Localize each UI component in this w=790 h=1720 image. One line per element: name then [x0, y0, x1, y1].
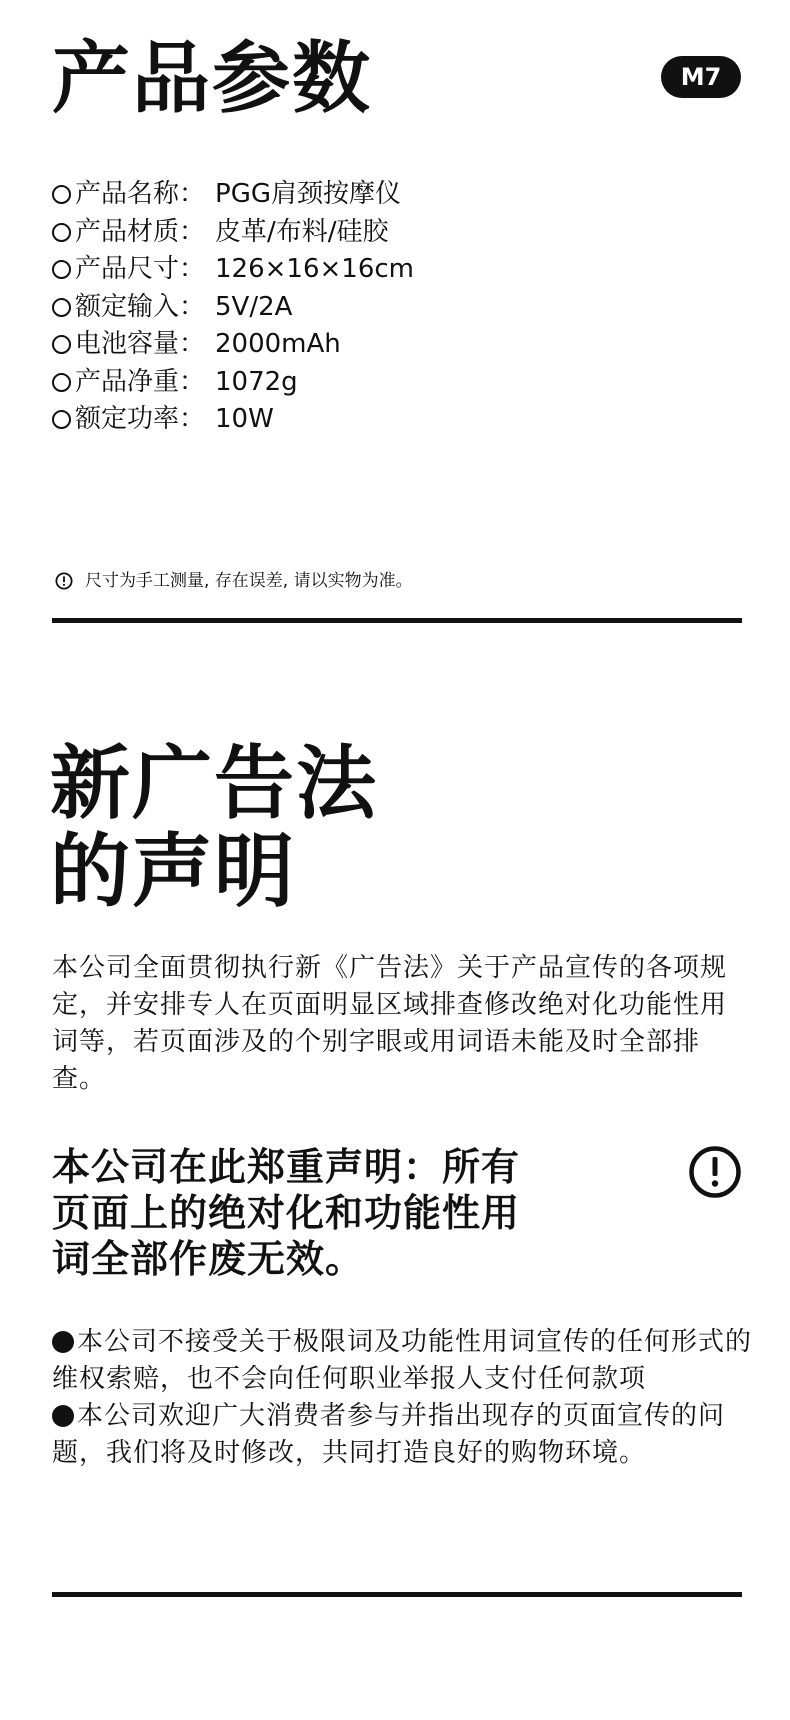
statement-title-line: 的声明	[50, 825, 296, 918]
circle-bullet-icon	[52, 185, 71, 204]
bullet-text: 本公司欢迎广大消费者参与并指出现存的页面宣传的问题，我们将及时修改，共同打造良好的购物环境。	[52, 1401, 726, 1468]
spec-value: 2000mAh	[215, 329, 341, 359]
circle-bullet-icon	[52, 260, 71, 279]
section-divider	[52, 618, 742, 623]
circle-bullet-icon	[52, 335, 71, 354]
statement-title-line: 新广告法	[50, 737, 378, 830]
declaration-line: 词全部作废无效。	[52, 1237, 365, 1281]
spec-list	[52, 176, 414, 439]
circle-bullet-icon	[52, 298, 71, 317]
spec-value: 10W	[215, 404, 274, 434]
params-title: 产品参数	[52, 34, 373, 124]
spec-value: PGG肩颈按摩仪	[215, 179, 401, 209]
note-text: 尺寸为手工测量, 存在误差, 请以实物为准。	[85, 571, 413, 591]
spec-label: 产品净重：	[75, 366, 206, 397]
bullet-text: 本公司不接受关于极限词及功能性用词宣传的任何形式的维权索赔，也不会向任何职业举报人支付任何款项	[52, 1327, 753, 1394]
spec-label: 产品名称：	[75, 179, 206, 209]
spec-item-input	[52, 289, 414, 327]
measurement-note	[55, 569, 413, 593]
circle-bullet-icon	[52, 410, 71, 429]
model-badge: M7	[661, 56, 741, 98]
declaration-line: 本公司在此郑重声明：所有	[52, 1145, 521, 1189]
spec-label: 产品尺寸：	[75, 254, 206, 284]
circle-bullet-icon	[52, 223, 71, 242]
spec-item-size	[52, 251, 414, 289]
bullet-item	[52, 1398, 752, 1472]
exclamation-circle-icon	[688, 1145, 742, 1199]
spec-label: 额定输入：	[75, 291, 206, 322]
spec-label: 电池容量：	[75, 329, 206, 359]
filled-dot-bullet-icon	[52, 1331, 74, 1353]
spec-value: 5V/2A	[215, 291, 293, 322]
circle-bullet-icon	[52, 373, 71, 392]
spec-value: 皮革/布料/硅胶	[215, 216, 389, 247]
bullet-item	[52, 1324, 752, 1398]
spec-item-name	[52, 176, 414, 214]
statement-title	[50, 737, 378, 918]
spec-label: 产品材质：	[75, 216, 206, 247]
statement-bullets	[52, 1324, 752, 1472]
declaration-line: 页面上的绝对化和功能性用	[52, 1191, 521, 1235]
spec-value: 1072g	[215, 366, 298, 397]
spec-item-weight	[52, 364, 414, 402]
spec-item-material	[52, 214, 414, 252]
declaration-heading	[52, 1144, 612, 1282]
spec-value: 126×16×16cm	[215, 254, 415, 284]
statement-paragraph: 本公司全面贯彻执行新《广告法》关于产品宣传的各项规定，并安排专人在页面明显区域排查修改绝对化功能性用词等，若页面涉及的个别字眼或用词语未能及时全部排查。	[52, 953, 728, 1094]
spec-item-power	[52, 401, 414, 439]
spec-label: 额定功率：	[75, 404, 206, 434]
filled-dot-bullet-icon	[52, 1405, 74, 1427]
spec-item-battery	[52, 326, 414, 364]
section-divider	[52, 1592, 742, 1597]
info-circle-icon	[55, 572, 73, 590]
